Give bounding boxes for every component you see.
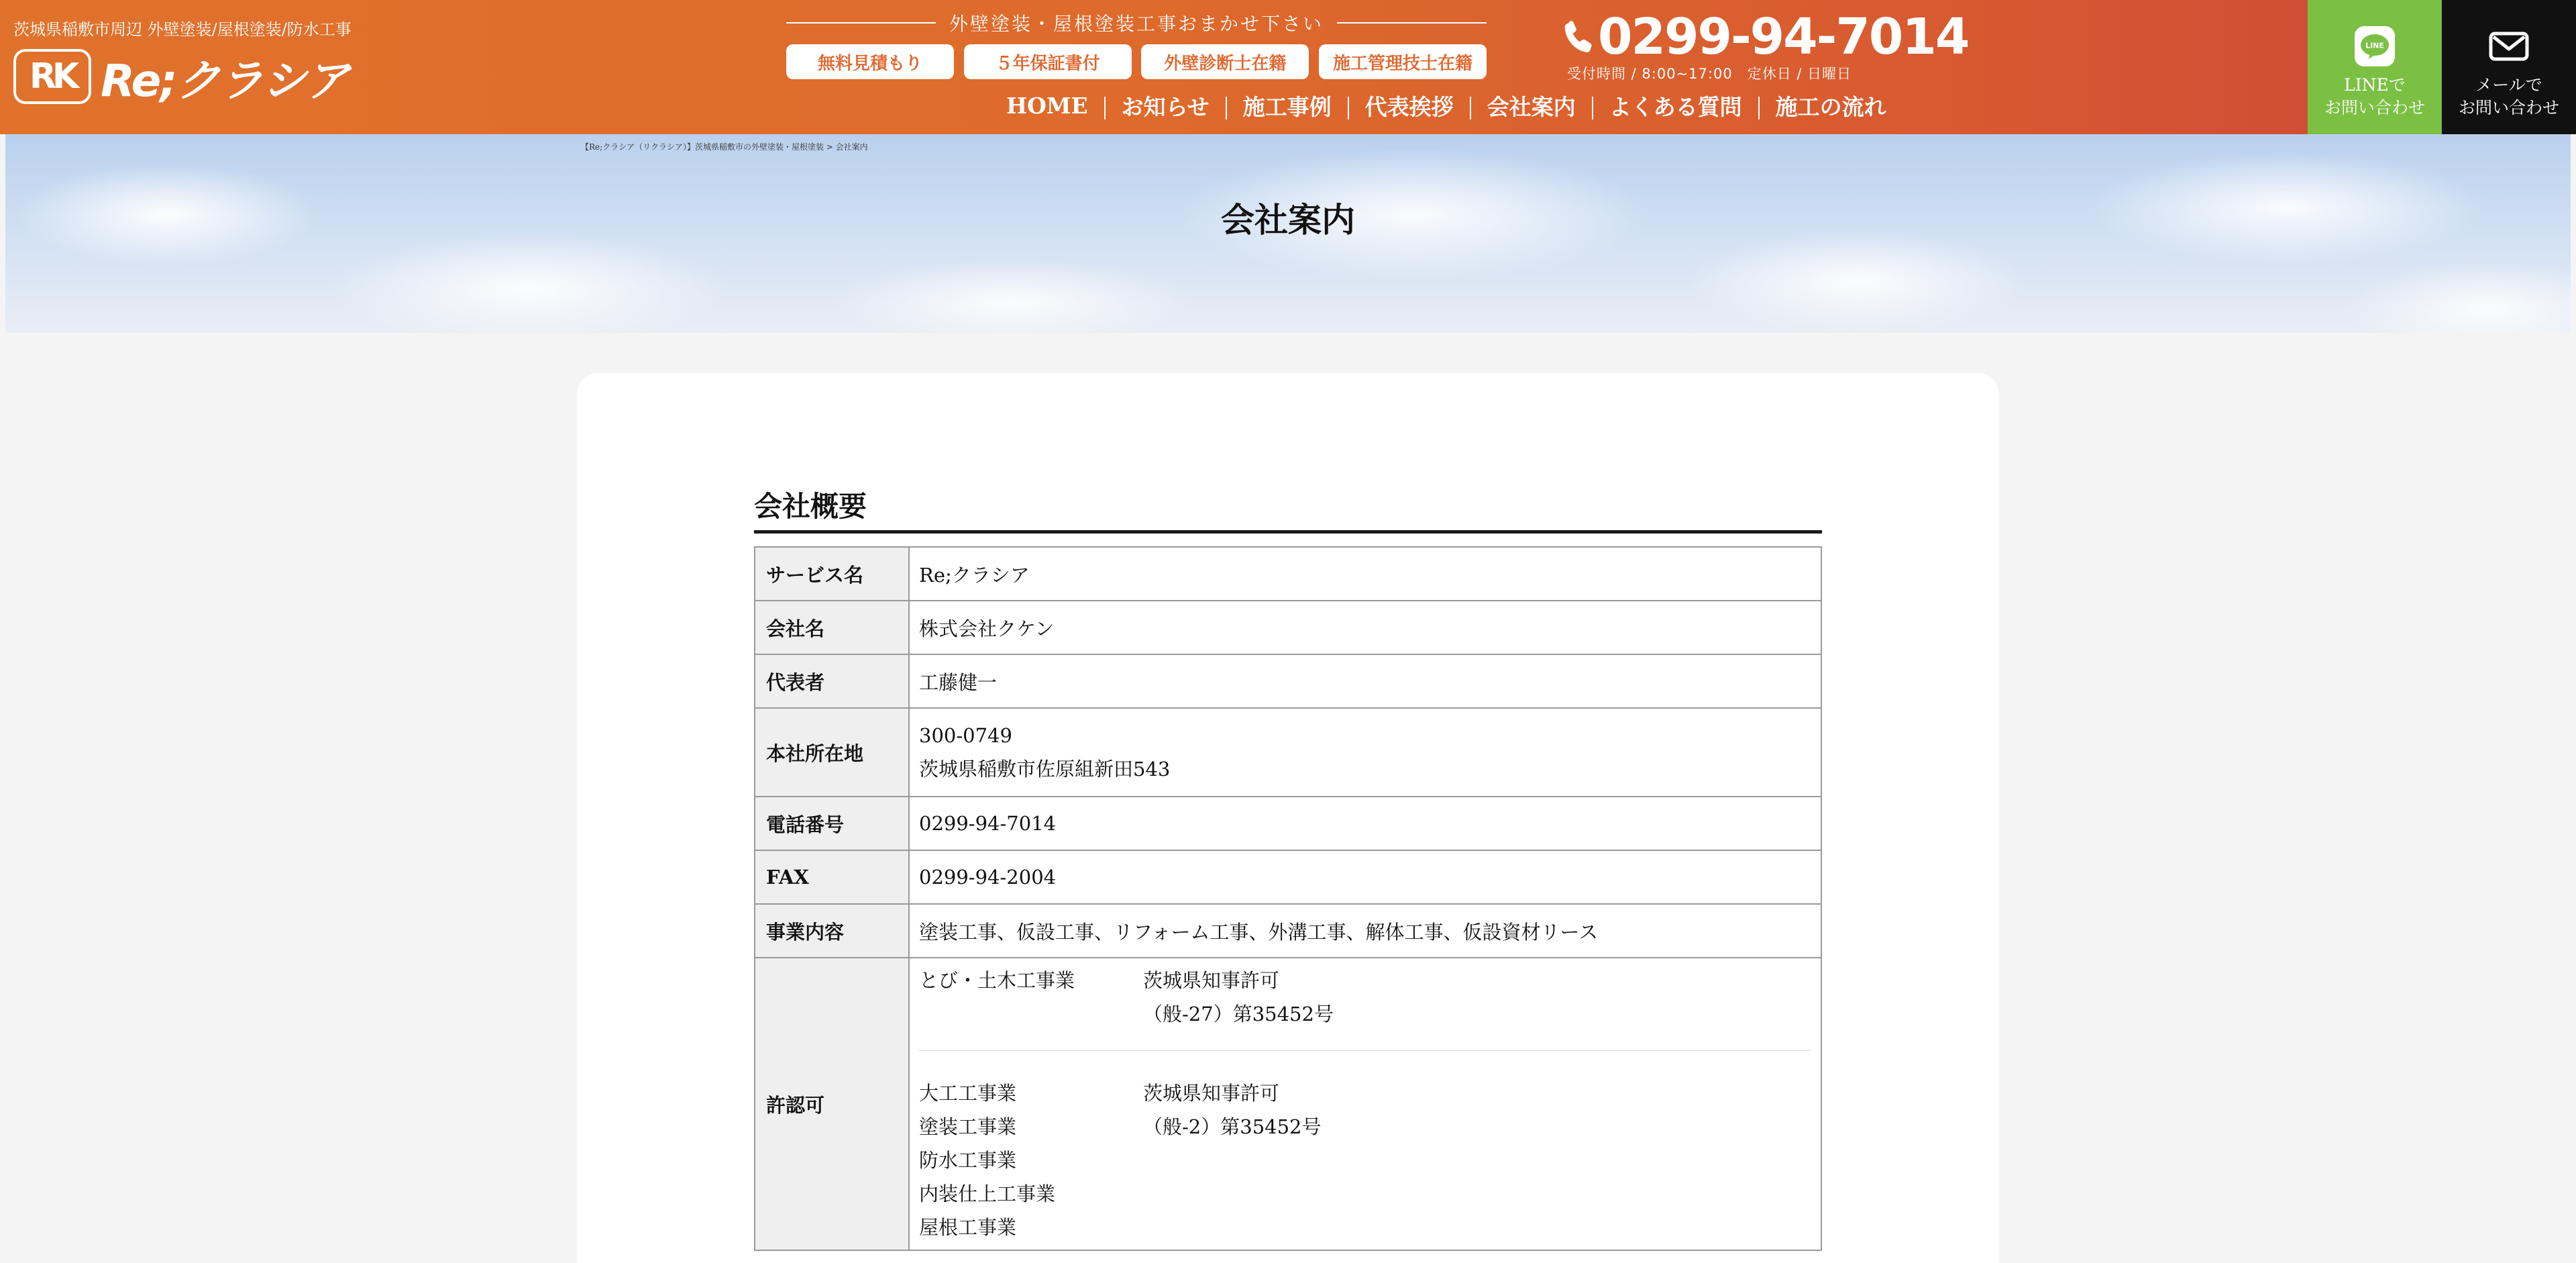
site-header <box>0 0 2576 134</box>
license-authority: 茨城県知事許可 <box>1143 969 1280 992</box>
business-hours: 受付時間 / 8:00~17:00 定休日 / 日曜日 <box>1567 66 1852 82</box>
license-group-1 <box>919 964 1811 1031</box>
header-catch <box>786 9 1487 36</box>
value-tel[interactable]: 0299-94-7014 <box>909 797 1821 850</box>
line-contact-button[interactable] <box>2308 0 2442 134</box>
license-number: （般-27）第35452号 <box>1143 1003 1334 1025</box>
line-icon-label: LINE <box>2365 41 2384 50</box>
content-card <box>577 373 1999 1263</box>
page-hero <box>5 134 2571 333</box>
value-address <box>909 708 1821 797</box>
global-nav <box>1006 90 1886 121</box>
nav-separator <box>1470 97 1471 119</box>
table-row <box>755 654 1821 708</box>
table-row <box>755 797 1821 850</box>
nav-separator <box>1104 97 1106 119</box>
value-service: Re;クラシア <box>909 547 1821 601</box>
table-row <box>755 547 1821 601</box>
license-authority: 茨城県知事許可 <box>1143 1082 1280 1105</box>
catch-line-right <box>1337 22 1487 23</box>
header-badges <box>786 44 1487 79</box>
license-item: 内装仕上工事業 <box>919 1182 1056 1205</box>
nav-works[interactable]: 施工事例 <box>1242 94 1332 120</box>
license-item: とび・土木工事業 <box>919 969 1075 992</box>
site-logo[interactable] <box>13 48 348 105</box>
label-business: 事業内容 <box>755 904 909 958</box>
badge-diagnostician: 外壁診断士在籍 <box>1141 44 1309 79</box>
nav-news[interactable]: お知らせ <box>1121 94 1210 120</box>
label-representative: 代表者 <box>755 654 909 708</box>
line-button-label: LINEで お問い合わせ <box>2324 75 2425 117</box>
mail-icon <box>2488 26 2530 67</box>
nav-faq[interactable]: よくある質問 <box>1609 94 1742 120</box>
logo-mark: RK <box>13 49 91 104</box>
value-company: 株式会社クケン <box>909 601 1821 654</box>
mail-button-label: メールで お問い合わせ <box>2458 75 2559 117</box>
company-table <box>754 546 1822 1251</box>
badge-construction-manager: 施工管理技士在籍 <box>1319 44 1487 79</box>
table-row <box>755 904 1821 958</box>
page-title: 会社案内 <box>1221 200 1355 240</box>
catch-line-left <box>786 22 936 23</box>
nav-company[interactable]: 会社案内 <box>1487 94 1576 120</box>
logo-text: Re;クラシア <box>101 54 348 107</box>
value-representative: 工藤健一 <box>909 654 1821 708</box>
license-item: 塗装工事業 <box>919 1115 1017 1138</box>
catch-text: 外壁塗装・屋根塗装工事おまかせ下さい <box>949 13 1324 35</box>
table-row <box>755 850 1821 904</box>
license-item: 屋根工事業 <box>919 1216 1017 1239</box>
value-business: 塗装工事、仮設工事、リフォーム工事、外溝工事、解体工事、仮設資材リース <box>909 904 1821 958</box>
label-company: 会社名 <box>755 601 909 654</box>
badge-free-estimate: 無料見積もり <box>786 44 954 79</box>
nav-greeting[interactable]: 代表挨拶 <box>1364 94 1454 120</box>
badge-warranty: ５年保証書付 <box>964 44 1132 79</box>
header-phone[interactable] <box>1562 8 1968 66</box>
section-underline <box>754 530 1822 534</box>
line-icon <box>2354 26 2396 67</box>
license-group-2 <box>919 1076 1811 1244</box>
mail-contact-button[interactable] <box>2442 0 2576 134</box>
value-fax: 0299-94-2004 <box>909 850 1821 904</box>
nav-separator <box>1348 97 1349 119</box>
address-line: 茨城県稲敷市佐原組新田543 <box>919 758 1171 780</box>
license-item: 防水工事業 <box>919 1149 1017 1172</box>
nav-separator <box>1592 97 1593 119</box>
nav-separator <box>1758 97 1760 119</box>
header-tagline: 茨城県稲敷市周辺 外壁塗装/屋根塗装/防水工事 <box>13 20 352 39</box>
label-license: 許認可 <box>755 958 909 1250</box>
table-row <box>755 958 1821 1250</box>
table-row <box>755 601 1821 654</box>
license-divider <box>919 1050 1811 1051</box>
table-row <box>755 708 1821 797</box>
label-fax: FAX <box>755 850 909 904</box>
nav-home[interactable]: HOME <box>1006 93 1088 119</box>
address-zip: 300-0749 <box>919 724 1012 747</box>
nav-flow[interactable]: 施工の流れ <box>1775 94 1886 120</box>
section-title: 会社概要 <box>754 490 867 523</box>
label-address: 本社所在地 <box>755 708 909 797</box>
label-service: サービス名 <box>755 547 909 601</box>
value-license <box>909 958 1821 1250</box>
breadcrumb[interactable]: 【Re;クラシア（リクラシア）】茨城県稲敷市の外壁塗装・屋根塗装 > 会社案内 <box>581 142 868 152</box>
label-tel: 電話番号 <box>755 797 909 850</box>
license-number: （般-2）第35452号 <box>1143 1115 1322 1138</box>
nav-separator <box>1226 97 1227 119</box>
license-item: 大工工事業 <box>919 1082 1017 1105</box>
phone-icon <box>1562 19 1595 55</box>
phone-number: 0299-94-7014 <box>1598 8 1969 66</box>
